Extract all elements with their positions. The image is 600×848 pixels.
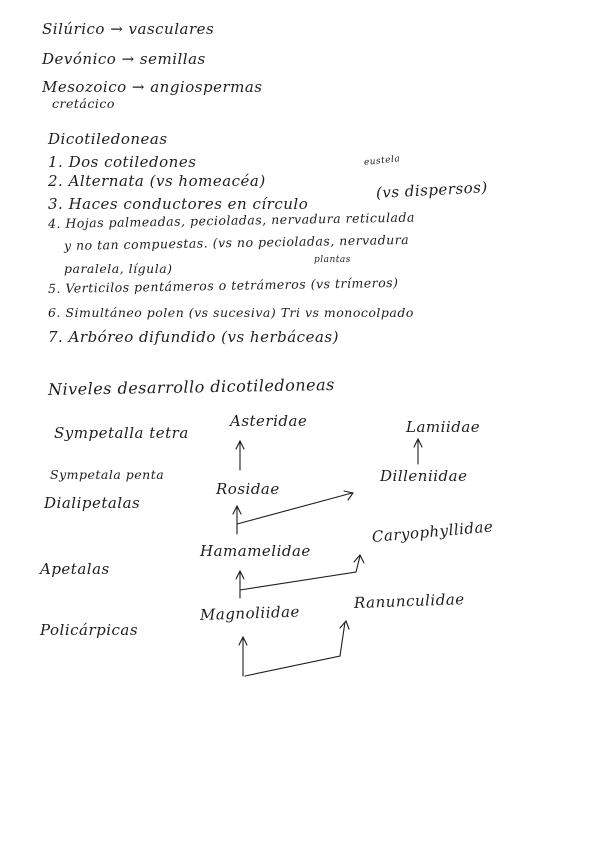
level-dialipetalas: Dialipetalas <box>44 494 141 512</box>
dicot-note-plantas: plantas <box>314 255 351 265</box>
dicot-item-7: 7. Arbóreo difundido (vs herbáceas) <box>48 328 339 346</box>
arrow-rosidae-asteridae <box>236 441 244 470</box>
taxon-dilleniidae: Dilleniidae <box>380 467 468 485</box>
era-line-mesozoico: Mesozoico → angiospermas <box>42 78 263 96</box>
level-sympetala-tetra: Sympetalla tetra <box>54 424 189 442</box>
dicot-item-5: 5. Verticilos pentámeros o tetrámeros (vs trímeros) <box>47 274 399 296</box>
taxon-lamiidae: Lamiidae <box>406 418 481 436</box>
arrow-magnoliidae-caryophyllidae <box>240 555 364 590</box>
arrow-hamamelidae-rosidae <box>233 506 241 534</box>
era-line-silurico: Silúrico → vasculares <box>42 20 215 38</box>
dicot-item-4-end: paralela, lígula) <box>64 261 173 276</box>
dicot-item-2: 2. Alternata (vs homeacéa) <box>48 172 266 190</box>
dicot-title: Dicotiledoneas <box>48 130 168 148</box>
arrow-base-magnoliidae <box>239 637 247 676</box>
taxon-asteridae: Asteridae <box>230 412 308 430</box>
diagram-title: Niveles desarrollo dicotiledoneas <box>47 374 335 399</box>
dicot-item-4: 4. Hojas palmeadas, pecioladas, nervadura reticulada <box>47 209 416 231</box>
arrow-dilleniidae-lamiidae <box>414 439 422 464</box>
level-sympetala-penta: Sympetala penta <box>50 467 165 482</box>
dicot-item-6: 6. Simultáneo polen (vs sucesiva) Tri vs monocolpado <box>48 305 414 320</box>
taxon-caryophyllidae: Caryophyllidae <box>371 517 494 546</box>
taxon-hamamelidae: Hamamelidae <box>200 542 311 560</box>
arrow-base-ranunculidae <box>245 621 349 676</box>
level-apetalas: Apetalas <box>40 560 110 578</box>
taxon-rosidae: Rosidae <box>216 480 280 498</box>
era-line-devonico: Devónico → semillas <box>42 50 206 68</box>
arrow-magnoliidae-hamamelidae <box>236 571 244 598</box>
taxon-ranunculidae: Ranunculidae <box>353 590 465 612</box>
dicot-note-dispersos: (vs dispersos) <box>375 178 489 202</box>
dicot-item-1: 1. Dos cotiledones <box>48 153 197 171</box>
taxon-magnoliidae: Magnoliidae <box>199 602 301 624</box>
dicot-note-eustela: eustela <box>363 154 401 168</box>
dicot-item-4-cont: y no tan compuestas. (vs no pecioladas, nervadura <box>63 231 410 253</box>
era-note-cretacico: cretácico <box>52 96 115 111</box>
dicot-item-3: 3. Haces conductores en círculo <box>48 195 309 213</box>
level-policarpicas: Policárpicas <box>40 621 139 639</box>
